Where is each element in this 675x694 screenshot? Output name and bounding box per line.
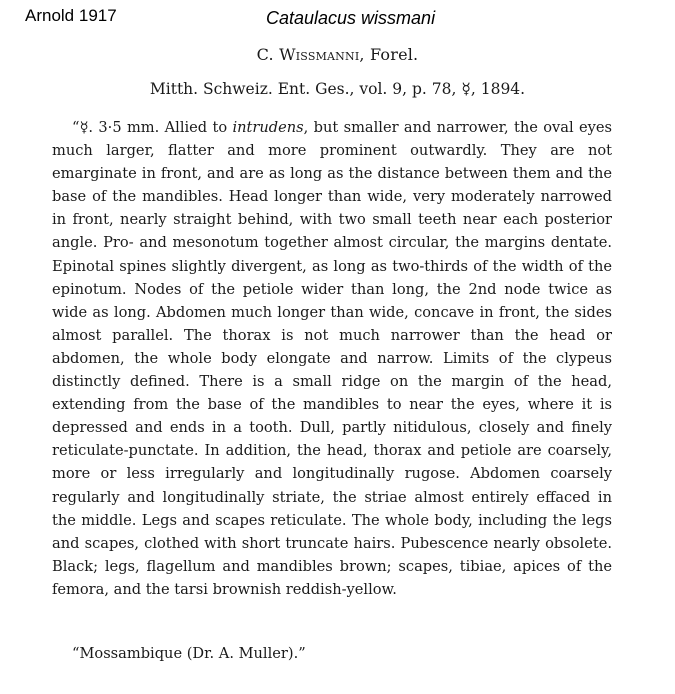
- header-author-year: Arnold 1917: [25, 6, 117, 25]
- description-part2: , but smaller and narrower, the oval eyes much larger, flatter and more prominent outwardly. They are not emarginate in front, and are as long as the distance between them and the base of the mandibles. Head longer than wide, very moderately narrowed in front, nearly straight behind, with two small teeth near each posterior angle. Pro- and mesonotum together almost circular, the margins dentate. Epinotal spines slightly divergent, as long as two-thirds of the width of the epinotum. Nodes of the petiole wider than long, the 2nd node twice as wide as long. Abdomen much longer than wide, concave in front, the sides almost parallel. The thorax is not much narrower than the head or abdomen, the whole body elongate and narrow. Limits of the clypeus distinctly defined. There is a small ridge on the margin of the head, extending from the base of the mandibles to near the eyes, where it is depressed and ends in a tooth. Dull, partly nitidulous, closely and finely reticulate-punctate. In addition, the head, thorax and petiole are coarsely, more or less irregularly and longitudinally rugose. Abdomen coarsely regularly and longitudinally striate, the striae almost entirely effaced in the middle. Legs and scapes reticulate. The whole body, including the legs and scapes, clothed with short truncate hairs. Pubescence nearly obsolete. Black; legs, flagellum and mandibles brown; scapes, tibiae, apices of the femora, and the tarsi brownish reddish-yellow.: [52, 119, 612, 598]
- citation: Mitth. Schweiz. Ent. Ges., vol. 9, p. 78, ☿, 1894.: [149, 80, 526, 98]
- species-heading: [0, 45, 675, 64]
- species-name: Wissmanni: [279, 45, 360, 64]
- species-author: , Forel.: [359, 45, 419, 64]
- description-paragraph: [52, 116, 612, 601]
- genus-initial: C.: [256, 45, 274, 64]
- description-part1: “☿. 3·5 mm. Allied to: [72, 119, 233, 136]
- header-taxon: Cataulacus wissmani: [266, 8, 436, 28]
- description-italic-word: intrudens: [232, 119, 304, 136]
- locality-line: “Mossambique (Dr. A. Muller).”: [72, 645, 306, 662]
